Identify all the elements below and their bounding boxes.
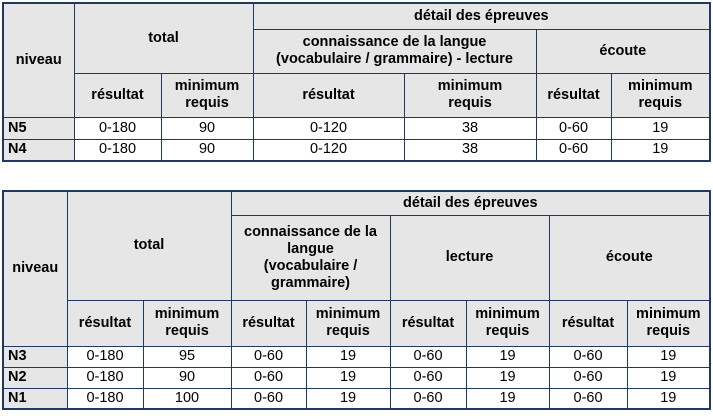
cell-total-minimum: 90 (161, 117, 253, 139)
cell-langue-minimum: 19 (306, 388, 390, 409)
cell-ecoute-minimum: 19 (611, 117, 710, 139)
header-detail-epreuves: détail des épreuves (231, 191, 710, 215)
subheader-total-resultat: résultat (67, 300, 143, 346)
subheader-ecoute-resultat: résultat (549, 300, 627, 346)
jlpt-n5-n4-score-table (2, 2, 711, 162)
cell-total-resultat: 0-180 (67, 388, 143, 409)
cell-lecture-minimum: 19 (466, 388, 549, 409)
subheader-langue-resultat: résultat (231, 300, 306, 346)
cell-langue-resultat: 0-60 (231, 367, 306, 388)
header-total: total (74, 3, 253, 73)
cell-ecoute-resultat: 0-60 (549, 346, 627, 367)
cell-lecture-resultat: 0-60 (390, 388, 466, 409)
subheader-total-resultat: résultat (74, 73, 161, 117)
cell-langue-resultat: 0-60 (231, 346, 306, 367)
cell-langue-minimum: 19 (306, 367, 390, 388)
cell-total-resultat: 0-180 (74, 117, 161, 139)
cell-ecoute-resultat: 0-60 (549, 367, 627, 388)
subheader-lecture-minimum: minimum requis (466, 300, 549, 346)
subheader-langue-minimum: minimum requis (404, 73, 536, 117)
cell-ecoute-minimum: 19 (627, 388, 710, 409)
cell-langue-minimum: 19 (306, 346, 390, 367)
cell-total-minimum: 90 (143, 367, 231, 388)
header-niveau: niveau (3, 3, 74, 117)
table-row (3, 139, 710, 161)
cell-ecoute-resultat: 0-60 (549, 388, 627, 409)
cell-ecoute-minimum: 19 (627, 367, 710, 388)
header-ecoute: écoute (536, 29, 710, 73)
cell-niveau: N4 (3, 139, 74, 161)
header-niveau: niveau (3, 191, 67, 346)
header-lecture: lecture (390, 215, 549, 300)
subheader-ecoute-resultat: résultat (536, 73, 611, 117)
subheader-langue-minimum: minimum requis (306, 300, 390, 346)
cell-ecoute-minimum: 19 (627, 346, 710, 367)
cell-ecoute-minimum: 19 (611, 139, 710, 161)
cell-niveau: N1 (3, 388, 67, 409)
header-ecoute: écoute (549, 215, 710, 300)
header-detail-epreuves: détail des épreuves (253, 3, 710, 29)
cell-niveau: N3 (3, 346, 67, 367)
jlpt-n3-n1-score-table (2, 190, 711, 410)
header-total: total (67, 191, 231, 300)
cell-langue-minimum: 38 (404, 117, 536, 139)
cell-total-minimum: 90 (161, 139, 253, 161)
cell-ecoute-resultat: 0-60 (536, 139, 611, 161)
subheader-ecoute-minimum: minimum requis (627, 300, 710, 346)
subheader-langue-resultat: résultat (253, 73, 404, 117)
cell-lecture-minimum: 19 (466, 367, 549, 388)
cell-total-resultat: 0-180 (67, 367, 143, 388)
table-row (3, 367, 710, 388)
cell-ecoute-resultat: 0-60 (536, 117, 611, 139)
table-row (3, 346, 710, 367)
cell-lecture-resultat: 0-60 (390, 346, 466, 367)
subheader-total-minimum: minimum requis (143, 300, 231, 346)
cell-langue-minimum: 38 (404, 139, 536, 161)
cell-niveau: N2 (3, 367, 67, 388)
cell-total-resultat: 0-180 (74, 139, 161, 161)
table-row (3, 388, 710, 409)
header-connaissance-langue: connaissance de la langue (vocabulaire / grammaire) (231, 215, 390, 300)
header-connaissance-langue: connaissance de la langue (vocabulaire / grammaire) - lecture (253, 29, 536, 73)
cell-langue-resultat: 0-60 (231, 388, 306, 409)
subheader-total-minimum: minimum requis (161, 73, 253, 117)
subheader-ecoute-minimum: minimum requis (611, 73, 710, 117)
subheader-lecture-resultat: résultat (390, 300, 466, 346)
cell-total-minimum: 100 (143, 388, 231, 409)
table-row (3, 117, 710, 139)
cell-total-resultat: 0-180 (67, 346, 143, 367)
cell-langue-resultat: 0-120 (253, 117, 404, 139)
cell-niveau: N5 (3, 117, 74, 139)
cell-total-minimum: 95 (143, 346, 231, 367)
cell-langue-resultat: 0-120 (253, 139, 404, 161)
cell-lecture-resultat: 0-60 (390, 367, 466, 388)
cell-lecture-minimum: 19 (466, 346, 549, 367)
